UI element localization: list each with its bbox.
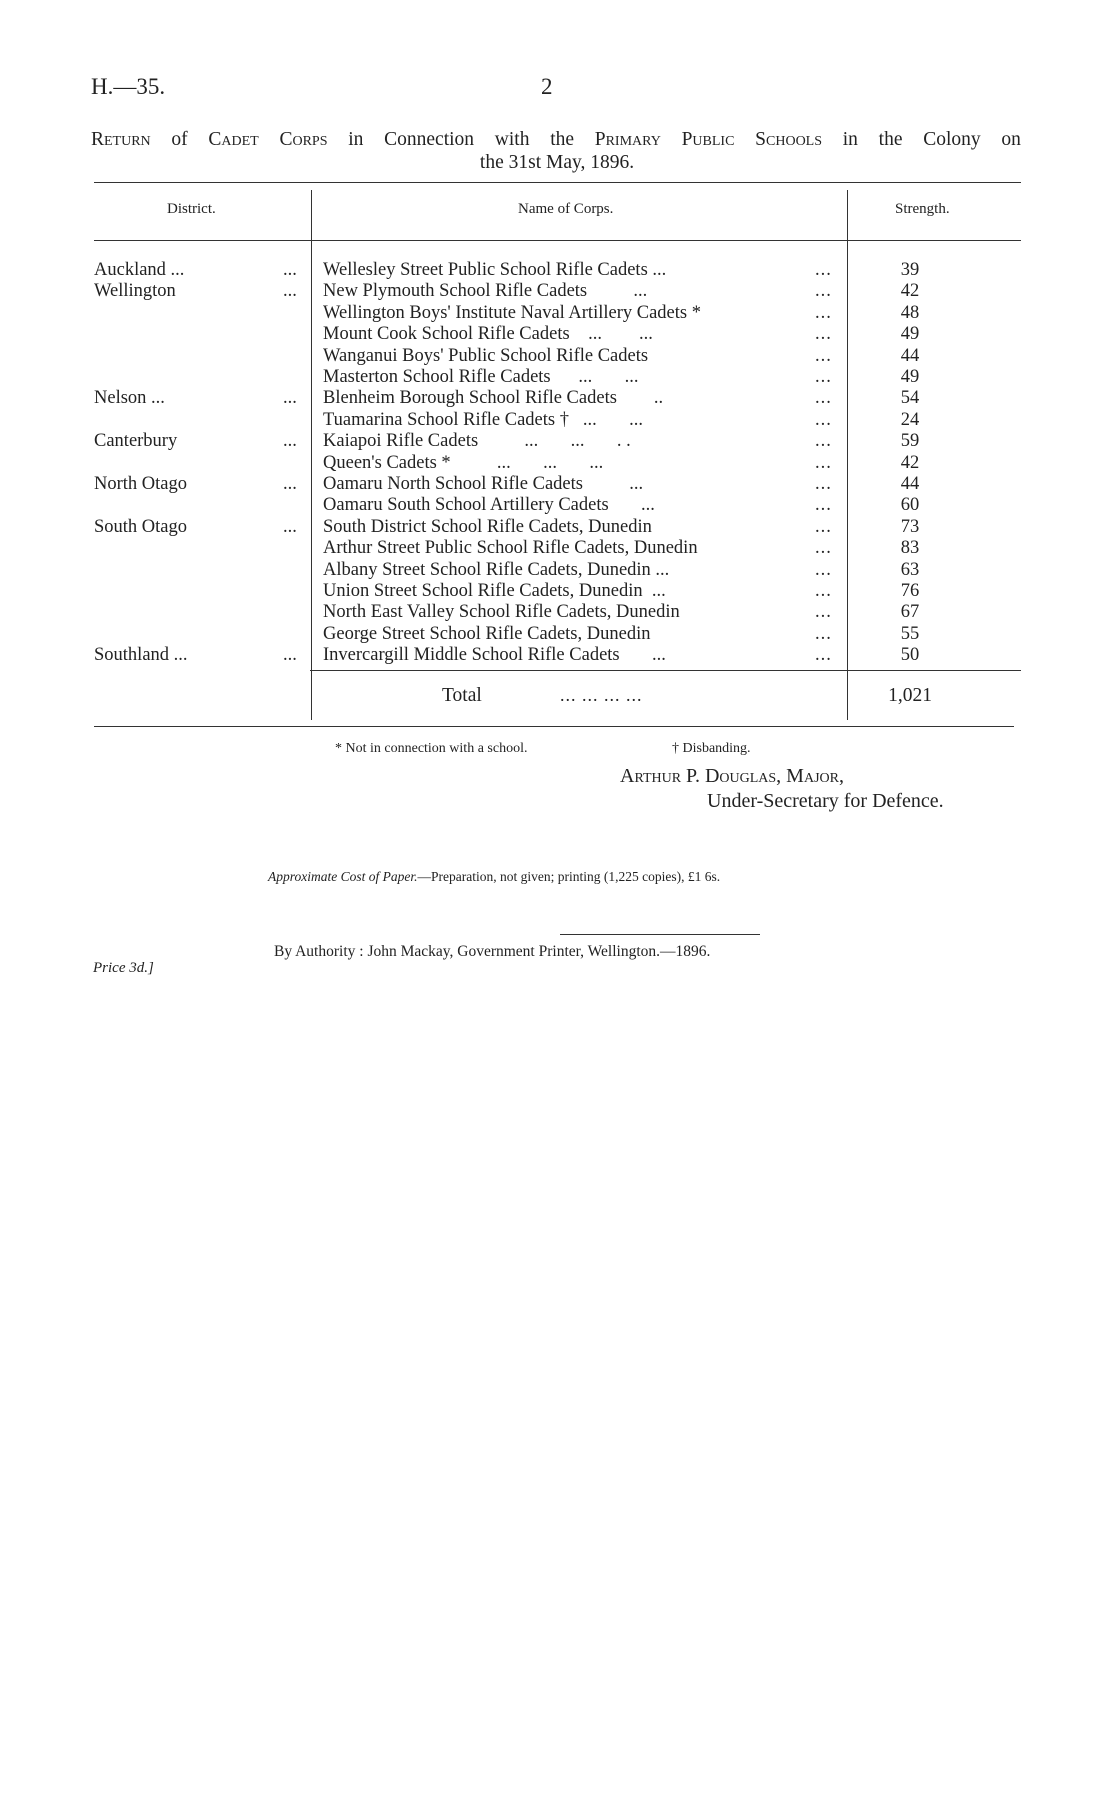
name-dot-leader: ...	[815, 409, 832, 430]
title-word: the	[550, 129, 575, 150]
name-dot-leader: ...	[815, 474, 832, 494]
total-rule	[310, 670, 1021, 671]
strength-cell: 73	[900, 516, 920, 537]
cost-label: Approximate Cost of Paper.	[268, 869, 418, 884]
district-cell: Nelson ...	[94, 388, 165, 409]
strength-cell: 39	[900, 260, 920, 280]
title-word: on	[1001, 129, 1021, 150]
document-code: H.—35.	[91, 74, 166, 99]
table-row	[0, 560, 1114, 581]
strength-cell: 83	[900, 538, 920, 559]
imprint-rule	[560, 934, 760, 935]
corps-name-cell: Tuamarina School Rifle Cadets † ... ...	[323, 409, 643, 430]
corps-name-cell: Masterton School Rifle Cadets ... ...	[323, 367, 639, 387]
footnote-not-in-connection: * Not in connection with a school.	[335, 741, 528, 756]
table-row	[0, 474, 1114, 495]
district-dot-leader: ...	[283, 516, 297, 537]
name-dot-leader: ...	[815, 581, 832, 601]
total-label: Total	[442, 685, 482, 706]
title-word: Connection	[384, 129, 475, 150]
district-dot-leader: ...	[283, 388, 297, 409]
signature-name: Arthur P. Douglas, Major,	[620, 765, 844, 787]
district-cell: North Otago	[94, 474, 187, 494]
district-cell: South Otago	[94, 516, 188, 537]
table-row	[0, 410, 1114, 431]
strength-cell: 63	[900, 559, 920, 580]
district-cell: Southland ...	[94, 645, 188, 666]
table-row	[0, 367, 1114, 388]
corps-name-cell: Wanganui Boys' Public School Rifle Cadets	[323, 345, 649, 366]
name-dot-leader: ...	[815, 538, 832, 559]
table-row	[0, 324, 1114, 345]
corps-name-cell: Mount Cook School Rifle Cadets ... ...	[323, 324, 653, 345]
district-dot-leader: ...	[283, 260, 297, 280]
strength-cell: 54	[900, 388, 920, 409]
name-dot-leader: ...	[815, 388, 832, 409]
strength-cell: 44	[900, 345, 920, 366]
name-dot-leader: ...	[815, 302, 832, 323]
strength-cell: 67	[900, 602, 920, 623]
district-dot-leader: ...	[283, 474, 297, 494]
table-title	[91, 129, 1021, 151]
table-row	[0, 495, 1114, 516]
header-strength: Strength.	[895, 201, 950, 217]
district-dot-leader: ...	[283, 645, 297, 666]
name-dot-leader: ...	[815, 452, 832, 473]
corps-name-cell: Wellington Boys' Institute Naval Artillery Cadets *	[323, 302, 701, 323]
header-name-of-corps: Name of Corps.	[518, 201, 614, 217]
strength-cell: 50	[900, 645, 920, 666]
cost-text: —Preparation, not given; printing (1,225 copies), £1 6s.	[417, 869, 721, 884]
district-dot-leader: ...	[283, 281, 297, 302]
district-dot-leader: ...	[283, 431, 297, 452]
table-row	[0, 645, 1114, 666]
title-word: the	[878, 129, 903, 150]
district-cell: Wellington	[94, 281, 176, 302]
table-row	[0, 431, 1114, 452]
table-row	[0, 346, 1114, 367]
title-word: Public	[681, 129, 735, 150]
strength-cell: 55	[900, 623, 920, 644]
table-row	[0, 581, 1114, 602]
table-title-line-2: the 31st May, 1896.	[479, 152, 635, 173]
title-word: in	[842, 129, 858, 150]
table-bottom-rule	[94, 726, 1014, 727]
signature-title: Under-Secretary for Defence.	[707, 790, 944, 812]
name-dot-leader: ...	[815, 367, 832, 387]
district-cell: Canterbury	[94, 431, 178, 452]
total-dot-leader: ... ... ... ...	[560, 685, 643, 705]
strength-cell: 42	[900, 452, 920, 473]
title-word: Schools	[755, 129, 823, 150]
corps-name-cell: Albany Street School Rifle Cadets, Dunedin ...	[323, 559, 670, 580]
corps-name-cell: Oamaru South School Artillery Cadets ...	[323, 495, 655, 516]
header-district: District.	[167, 201, 216, 217]
corps-name-cell: Blenheim Borough School Rifle Cadets ..	[323, 388, 664, 409]
corps-name-cell: Arthur Street Public School Rifle Cadets, Dunedin	[323, 538, 698, 559]
cost-of-paper-note	[268, 869, 720, 885]
table-row	[0, 538, 1114, 559]
title-word: Corps	[279, 129, 328, 150]
strength-cell: 42	[900, 281, 920, 302]
strength-cell: 76	[900, 581, 920, 601]
strength-cell: 44	[900, 474, 920, 494]
title-word: Colony	[923, 129, 981, 150]
corps-name-cell: Union Street School Rifle Cadets, Dunedin ...	[323, 581, 666, 601]
corps-name-cell: Invercargill Middle School Rifle Cadets ...	[323, 645, 666, 666]
name-dot-leader: ...	[815, 559, 832, 580]
strength-cell: 49	[900, 367, 920, 387]
table-top-rule	[94, 182, 1021, 183]
name-dot-leader: ...	[815, 431, 832, 452]
title-word: in	[348, 129, 364, 150]
name-dot-leader: ...	[815, 516, 832, 537]
name-dot-leader: ...	[815, 495, 832, 516]
table-row	[0, 303, 1114, 324]
corps-name-cell: George Street School Rifle Cadets, Dunedin	[323, 623, 651, 644]
table-row	[0, 624, 1114, 645]
table-row	[0, 281, 1114, 302]
title-word: Primary	[594, 129, 661, 150]
header-bottom-rule	[94, 240, 1021, 241]
corps-name-cell: New Plymouth School Rifle Cadets ...	[323, 281, 648, 302]
page-number: 2	[541, 74, 553, 99]
total-value: 1,021	[888, 685, 932, 706]
table-row	[0, 602, 1114, 623]
name-dot-leader: ...	[815, 602, 832, 623]
strength-cell: 60	[900, 495, 920, 516]
corps-name-cell: Queen's Cadets * ... ... ...	[323, 452, 604, 473]
strength-cell: 24	[900, 409, 920, 430]
corps-name-cell: Kaiapoi Rifle Cadets ... ... . .	[323, 431, 631, 452]
table-row	[0, 388, 1114, 409]
strength-cell: 48	[900, 302, 920, 323]
table-row	[0, 453, 1114, 474]
price: Price 3d.]	[93, 960, 154, 976]
name-dot-leader: ...	[815, 281, 832, 302]
corps-name-cell: Wellesley Street Public School Rifle Cadets ...	[323, 260, 667, 280]
corps-name-cell: Oamaru North School Rifle Cadets ...	[323, 474, 644, 494]
name-dot-leader: ...	[815, 324, 832, 345]
district-cell: Auckland ...	[94, 260, 185, 280]
corps-name-cell: North East Valley School Rifle Cadets, Dunedin	[323, 602, 680, 623]
name-dot-leader: ...	[815, 260, 832, 280]
table-row	[0, 517, 1114, 538]
title-word: Cadet	[208, 129, 259, 150]
strength-cell: 49	[900, 324, 920, 345]
footnote-disbanding: † Disbanding.	[672, 741, 751, 756]
name-dot-leader: ...	[815, 623, 832, 644]
printer-authority: By Authority : John Mackay, Government Printer, Wellington.—1896.	[274, 943, 711, 960]
name-dot-leader: ...	[815, 345, 832, 366]
corps-name-cell: South District School Rifle Cadets, Dunedin	[323, 516, 652, 537]
title-word: with	[494, 129, 530, 150]
table-row	[0, 260, 1114, 281]
title-word: of	[171, 129, 188, 150]
name-dot-leader: ...	[815, 645, 832, 666]
title-word: Return	[91, 129, 151, 150]
strength-cell: 59	[900, 431, 920, 452]
